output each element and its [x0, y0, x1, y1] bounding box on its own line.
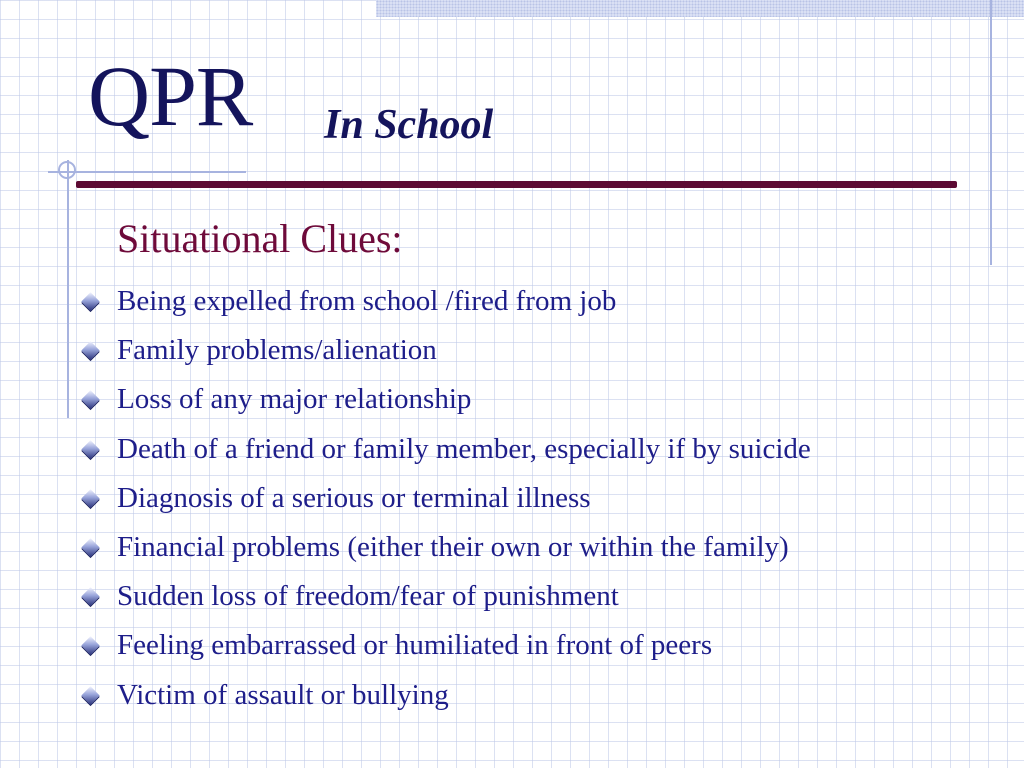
section-heading: Situational Clues:	[117, 216, 403, 261]
diamond-bullet-icon	[81, 292, 99, 310]
right-decorative-rule	[990, 0, 992, 265]
diamond-bullet-icon	[81, 538, 99, 556]
diamond-bullet-icon	[81, 587, 99, 605]
slide-subtitle: In School	[324, 102, 494, 148]
title-underline-bar	[76, 181, 957, 188]
diamond-bullet-icon	[81, 341, 99, 359]
list-item-text: Feeling embarrassed or humiliated in front of peers	[117, 629, 713, 662]
diamond-bullet-icon	[81, 391, 99, 409]
diamond-bullet-icon	[81, 686, 99, 704]
list-item-text: Family problems/alienation	[117, 334, 437, 367]
list-item-text: Victim of assault or bullying	[117, 678, 449, 711]
top-decorative-band	[376, 0, 1024, 17]
list-item-text: Being expelled from school /fired from job	[117, 285, 617, 317]
diamond-bullet-icon	[81, 489, 99, 507]
left-decorative-rule	[67, 160, 69, 418]
list-item-text: Loss of any major relationship	[117, 383, 472, 416]
list-item-text: Sudden loss of freedom/fear of punishment	[117, 580, 619, 613]
list-item-text: Financial problems (either their own or within the family)	[117, 530, 789, 563]
list-item-text: Diagnosis of a serious or terminal illness	[117, 481, 591, 514]
diamond-bullet-icon	[81, 440, 99, 458]
thin-horizontal-rule	[48, 171, 246, 173]
slide-title: QPR	[88, 48, 253, 144]
diamond-bullet-icon	[81, 637, 99, 655]
crosshair-circle-icon	[58, 161, 76, 179]
list-item-text: Death of a friend or family member, especially if by suicide	[117, 432, 811, 465]
